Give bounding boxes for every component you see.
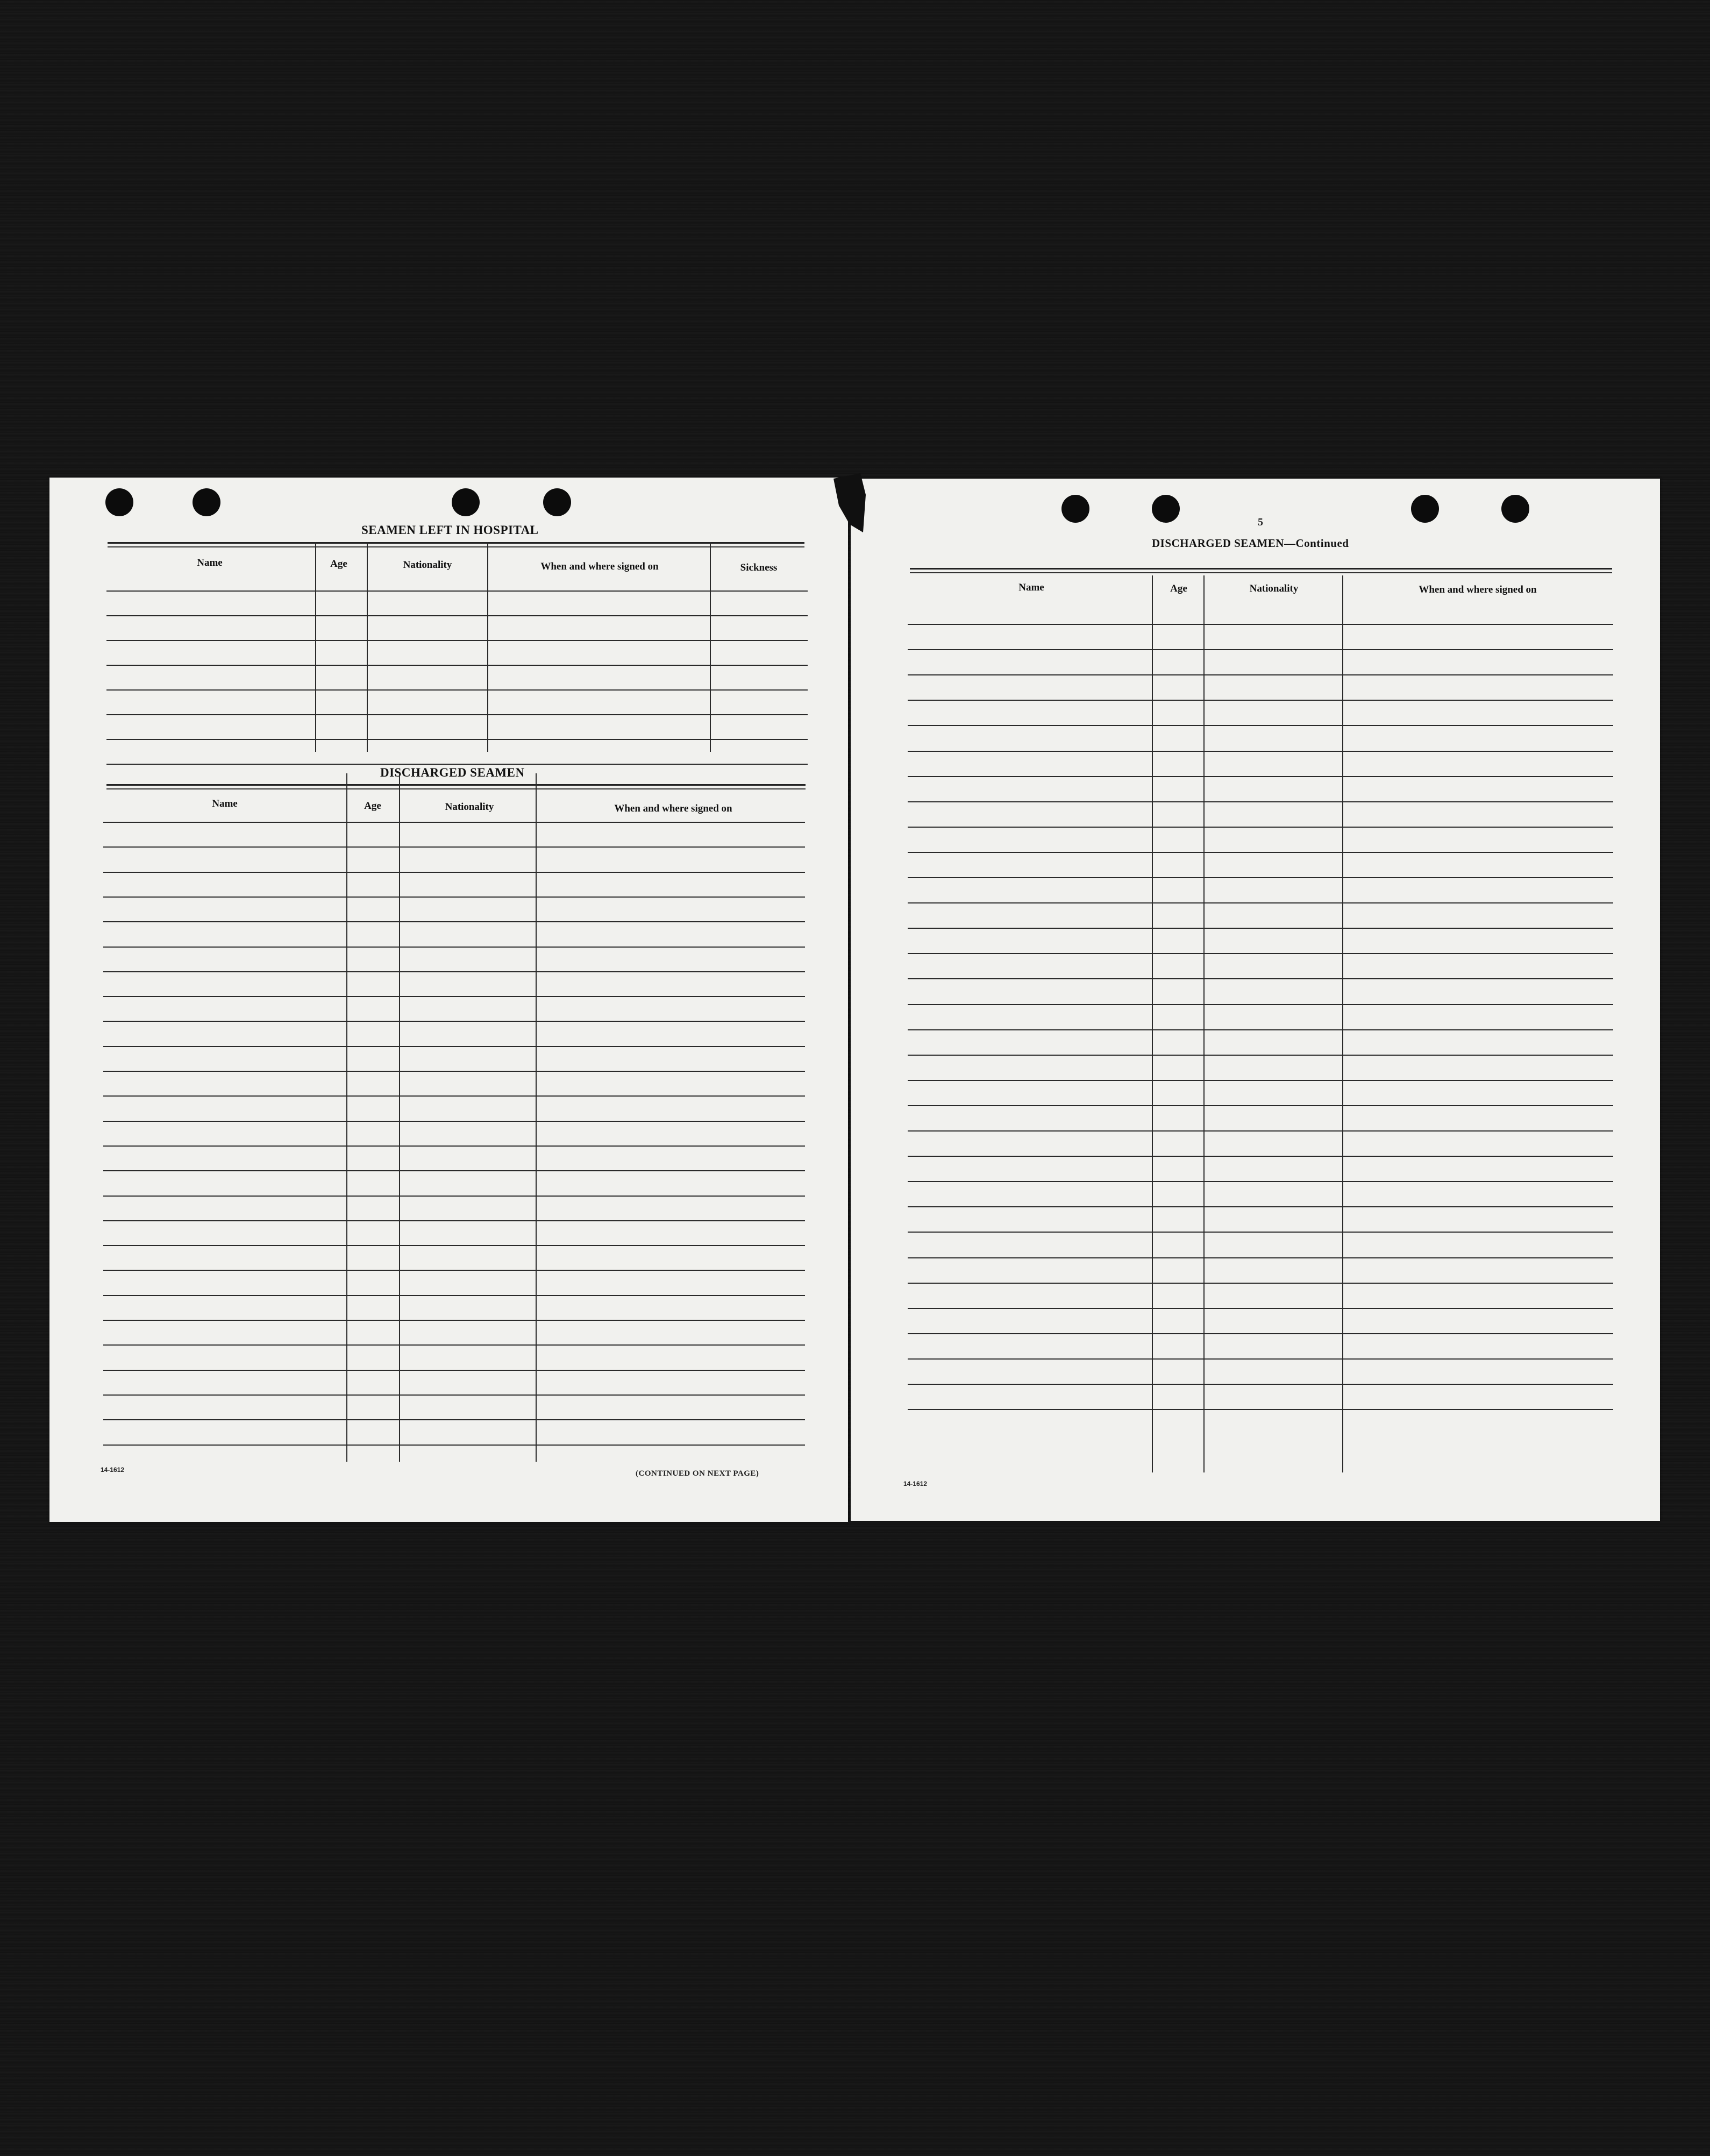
table-row-line xyxy=(908,674,1613,675)
table-row-line xyxy=(103,1021,805,1022)
table-row-line xyxy=(908,827,1613,828)
table-row-line xyxy=(106,739,808,740)
table-row-line xyxy=(908,1358,1613,1360)
table-row-line xyxy=(908,1130,1613,1132)
column-header-nationality: Nationality xyxy=(403,559,452,571)
column-header-sickness: Sickness xyxy=(740,562,778,573)
table-row-line xyxy=(103,896,805,898)
table-row-line xyxy=(908,700,1613,701)
section-rule xyxy=(106,788,806,789)
table-row-line xyxy=(908,1206,1613,1207)
table-row-line xyxy=(103,971,805,972)
table-row-line xyxy=(106,714,808,715)
table-row-line xyxy=(103,872,805,873)
column-header-nationality: Nationality xyxy=(445,801,494,813)
continued-note: (CONTINUED ON NEXT PAGE) xyxy=(636,1469,759,1478)
table-row-line xyxy=(103,1445,805,1446)
table-row-line xyxy=(908,1257,1613,1258)
torn-corner xyxy=(823,473,882,538)
section-rule xyxy=(108,546,804,547)
table-row-line xyxy=(103,822,805,823)
table-row-line xyxy=(908,1333,1613,1334)
table-row-line xyxy=(106,640,808,641)
table-row-line xyxy=(908,776,1613,777)
page-number: 5 xyxy=(1258,516,1263,528)
punch-hole xyxy=(105,488,133,516)
table-row-line xyxy=(908,649,1613,650)
table-row-line xyxy=(908,1308,1613,1309)
column-header-name: Name xyxy=(197,557,223,568)
table-row-line xyxy=(103,1220,805,1221)
table-row-line xyxy=(103,1320,805,1321)
punch-hole xyxy=(1411,495,1439,523)
section-rule xyxy=(106,784,806,786)
table-column-line xyxy=(536,773,537,1462)
table-row-line xyxy=(103,1344,805,1346)
punch-hole xyxy=(1501,495,1529,523)
table-row-line xyxy=(908,928,1613,929)
column-header-age: Age xyxy=(330,558,347,570)
column-header-signed-on: When and where signed on xyxy=(1419,584,1537,595)
table-row-line xyxy=(106,665,808,666)
right-form-page xyxy=(851,479,1660,1521)
column-header-age: Age xyxy=(1170,583,1187,594)
table-row-line xyxy=(908,1080,1613,1081)
table-column-line xyxy=(1203,575,1205,1472)
punch-hole xyxy=(543,488,571,516)
table-row-line xyxy=(908,1384,1613,1385)
table-row-line xyxy=(103,1145,805,1147)
punch-hole xyxy=(452,488,480,516)
table-row-line xyxy=(908,852,1613,853)
column-header-age: Age xyxy=(364,800,381,812)
table-row-line xyxy=(908,1004,1613,1005)
table-row-line xyxy=(908,877,1613,878)
table-row-line xyxy=(103,1196,805,1197)
table-column-line xyxy=(487,542,488,752)
table-row-line xyxy=(103,996,805,997)
table-row-line xyxy=(103,1245,805,1246)
column-header-signed-on: When and where signed on xyxy=(540,561,659,572)
table-row-line xyxy=(103,947,805,948)
table-row-line xyxy=(908,1105,1613,1106)
table-row-line xyxy=(908,751,1613,752)
table-row-line xyxy=(908,1409,1613,1410)
table-row-line xyxy=(103,1095,805,1097)
table-row-line xyxy=(106,689,808,691)
table-row-line xyxy=(103,1394,805,1396)
table-row-line xyxy=(103,1170,805,1171)
form-number: 14-1612 xyxy=(101,1466,125,1474)
punch-hole xyxy=(1152,495,1180,523)
table-column-line xyxy=(346,773,347,1462)
discharged-section-title: DISCHARGED SEAMEN xyxy=(380,766,525,779)
table-row-line xyxy=(908,1283,1613,1284)
punch-hole xyxy=(1061,495,1089,523)
table-row-line xyxy=(103,1295,805,1296)
form-number: 14-1612 xyxy=(903,1480,928,1488)
table-row-line xyxy=(103,1046,805,1047)
discharged-continued-title: DISCHARGED SEAMEN—Continued xyxy=(1152,537,1349,550)
table-row-line xyxy=(103,1370,805,1371)
section-rule xyxy=(108,542,804,544)
column-header-nationality: Nationality xyxy=(1249,583,1299,594)
table-row-line xyxy=(908,902,1613,903)
table-row-line xyxy=(908,1181,1613,1182)
table-row-line xyxy=(908,1055,1613,1056)
column-header-signed-on: When and where signed on xyxy=(614,803,732,814)
left-form-page xyxy=(49,478,848,1522)
column-header-name: Name xyxy=(1018,582,1044,593)
table-row-line xyxy=(103,1270,805,1271)
table-row-line xyxy=(908,801,1613,802)
table-row-line xyxy=(908,1029,1613,1030)
table-column-line xyxy=(1342,575,1343,1472)
table-row-line xyxy=(908,978,1613,979)
table-column-line xyxy=(710,542,711,752)
hospital-section-title: SEAMEN LEFT IN HOSPITAL xyxy=(361,523,539,537)
table-column-line xyxy=(1152,575,1153,1472)
column-header-name: Name xyxy=(212,798,238,809)
punch-hole xyxy=(193,488,220,516)
table-row-line xyxy=(106,615,808,616)
table-row-line xyxy=(103,1419,805,1420)
table-row-line xyxy=(103,921,805,922)
table-column-line xyxy=(367,542,368,752)
table-row-line xyxy=(103,846,805,848)
table-column-line xyxy=(315,542,316,752)
table-row-line xyxy=(908,1156,1613,1157)
table-row-line xyxy=(908,953,1613,954)
section-rule xyxy=(910,568,1612,570)
table-row-line xyxy=(103,1121,805,1122)
table-row-line xyxy=(106,590,808,592)
section-rule xyxy=(910,572,1612,573)
table-row-line xyxy=(908,624,1613,625)
table-row-line xyxy=(908,1232,1613,1233)
table-row-line xyxy=(103,1071,805,1072)
table-row-line xyxy=(908,725,1613,726)
table-row-line xyxy=(106,764,808,765)
table-column-line xyxy=(399,773,400,1462)
